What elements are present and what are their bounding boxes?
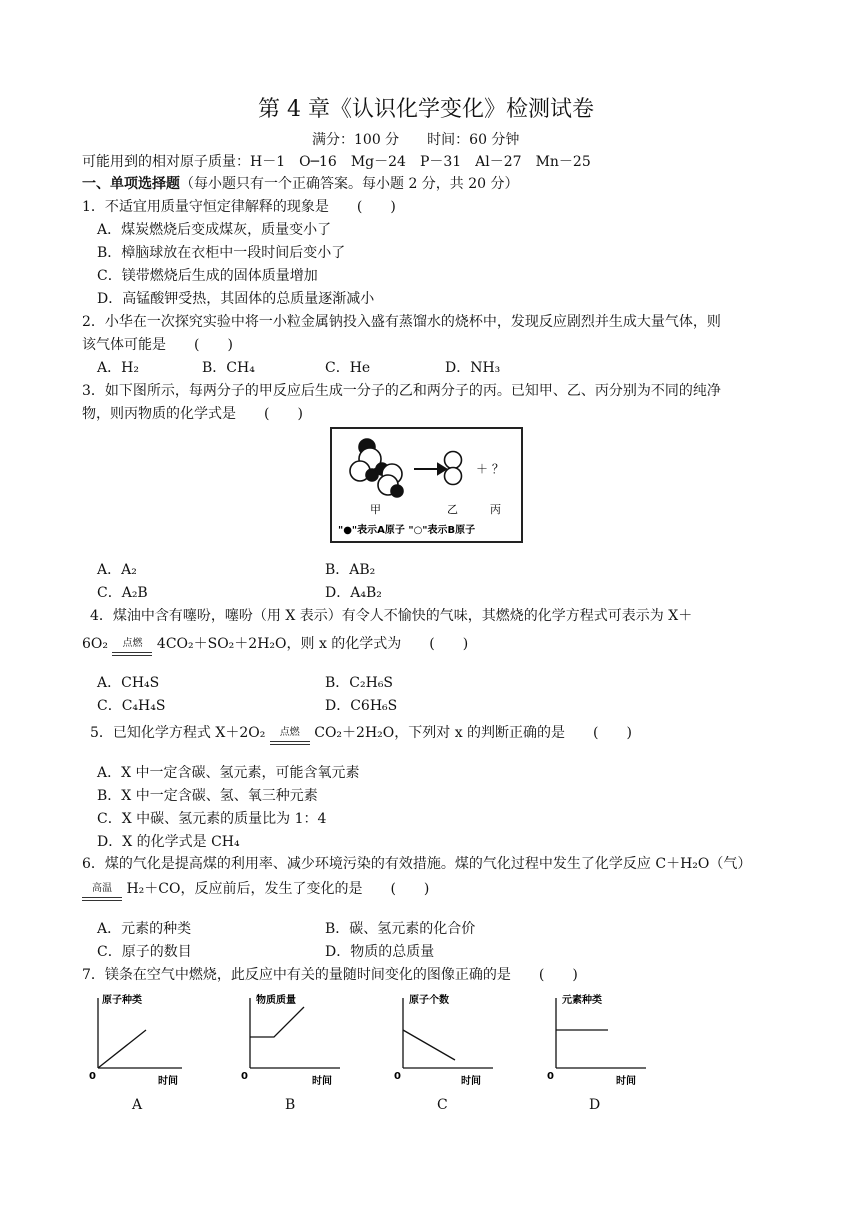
q5-option-b: B．X 中一定含碳、氢、氧三种元素 (97, 788, 318, 804)
exam-meta: 满分：100 分 时间：60 分钟 (312, 132, 520, 148)
jia-molecule-2 (376, 463, 403, 497)
graph-a-letter: A (132, 1097, 143, 1113)
section-heading-note: （每小题只有一个正确答案。每小题 2 分，共 20 分） (180, 176, 519, 192)
q4-option-a: A．CH₄S (97, 675, 160, 691)
graph-d-letter: D (589, 1097, 601, 1113)
q6-option-d: D．物质的总质量 (325, 944, 435, 960)
q4-line1: 4．煤油中含有噻吩，噻吩（用 X 表示）有令人不愉快的气味，其燃烧的化学方程式可表示为 X＋ (90, 608, 693, 624)
q4-eq-right: 4CO₂＋SO₂＋2H₂O，则 x 的化学式为 ( ) (156, 636, 469, 652)
q5-eq-left: 5．已知化学方程式 X＋2O₂ (90, 725, 266, 741)
graph-d-xlabel: 时间 (616, 1076, 636, 1087)
q3-option-d: D．A₄B₂ (325, 585, 382, 601)
graph-a-origin: 0 (89, 1071, 96, 1082)
q4-eq-left: 6O₂ (82, 636, 108, 652)
q3-option-c: C．A₂B (97, 585, 148, 601)
label-jia: 甲 (370, 503, 381, 516)
q2-option-d: D．NH₃ (445, 360, 501, 376)
q6-option-c: C．原子的数目 (97, 944, 192, 960)
q5-eq-right: CO₂＋2H₂O，下列对 x 的判断正确的是 ( ) (314, 725, 632, 741)
q6-line1: 6．煤的气化是提高煤的利用率、减少环境污染的有效措施。煤的气化过程中发生了化学反应 C＋H₂O（气） (82, 856, 752, 872)
q4-equation (82, 633, 468, 656)
q4-option-d: D．C6H₆S (325, 698, 398, 714)
q2-option-a: A．H₂ (97, 360, 139, 376)
graph-a-xlabel: 时间 (158, 1076, 178, 1087)
jia-molecule-1 (350, 439, 381, 481)
q3-line2: 物，则丙物质的化学式是 ( ) (82, 406, 303, 422)
q2-line1: 2．小华在一次探究实验中将一小粒金属钠投入盛有蒸馏水的烧杯中，发现反应剧烈并生成大量气体，则 (82, 314, 721, 330)
legend-text: "●"表示A原子 "○"表示B原子 (338, 525, 476, 536)
q5-condition-text: 点燃 (279, 727, 300, 738)
q6-option-a: A．元素的种类 (97, 921, 192, 937)
q6-option-b: B．碳、氢元素的化合价 (325, 921, 476, 937)
q5-option-d: D．X 的化学式是 CH₄ (97, 834, 240, 850)
graph-d-svg (546, 990, 656, 1090)
label-yi: 乙 (447, 503, 458, 516)
q2-option-b: B．CH₄ (202, 360, 255, 376)
graph-b-xlabel: 时间 (312, 1076, 332, 1087)
yi-molecule (445, 452, 462, 485)
graph-b (240, 990, 350, 1090)
graph-b-line (250, 1007, 304, 1037)
page-title: 第 4 章《认识化学变化》检测试卷 (258, 97, 594, 122)
q5-equals-sign (270, 741, 310, 745)
section-heading (82, 173, 519, 195)
q3-option-a: A．A₂ (97, 562, 137, 578)
graph-a-svg (88, 990, 188, 1090)
q1-option-b: B．樟脑球放在衣柜中一段时间后变小了 (97, 245, 346, 261)
q4-condition-text: 点燃 (122, 638, 143, 649)
molecule-figure (332, 429, 521, 541)
q4-condition (112, 633, 152, 656)
q5-equation (90, 722, 632, 745)
q1-option-c: C．镁带燃烧后生成的固体质量增加 (97, 268, 318, 284)
graph-c-ylabel: 原子个数 (409, 995, 449, 1006)
graph-a (88, 990, 188, 1090)
graph-c-letter: C (437, 1097, 448, 1113)
graph-c-svg (393, 990, 503, 1090)
q4-option-b: B．C₂H₆S (325, 675, 394, 691)
q6-equals-sign (82, 897, 122, 901)
q5-condition (270, 722, 310, 745)
graph-d (546, 990, 656, 1090)
q6-condition-text: 高温 (92, 883, 112, 894)
reaction-arrow (414, 464, 446, 474)
graph-c (393, 990, 503, 1090)
q5-option-a: A．X 中一定含碳、氢元素，可能含氧元素 (97, 765, 360, 781)
q1-option-a: A．煤炭燃烧后变成煤灰，质量变小了 (97, 222, 332, 238)
label-bing: 丙 (490, 503, 501, 516)
q2-line2: 该气体可能是 ( ) (82, 337, 233, 353)
q6-eq-right: H₂＋CO，反应前后，发生了变化的是 ( ) (126, 881, 430, 897)
q4-equals-sign (112, 652, 152, 656)
graph-b-svg (240, 990, 350, 1090)
q4-option-c: C．C₄H₄S (97, 698, 166, 714)
graph-a-ylabel: 原子种类 (102, 995, 142, 1006)
q6-condition (82, 878, 122, 901)
q5-option-c: C．X 中碳、氢元素的质量比为 1：4 (97, 811, 327, 827)
q2-option-c: C．He (325, 360, 371, 376)
graph-b-ylabel: 物质质量 (256, 995, 296, 1006)
graph-b-letter: B (285, 1097, 296, 1113)
q1-option-d: D．高锰酸钾受热，其固体的总质量逐渐减小 (97, 291, 375, 307)
graph-a-line (98, 1030, 146, 1068)
graph-b-origin: 0 (241, 1071, 248, 1082)
q6-equation (82, 878, 429, 901)
q7-stem: 7．镁条在空气中燃烧，此反应中有关的量随时间变化的图像正确的是 ( ) (82, 967, 578, 983)
section-heading-title: 一、单项选择题 (82, 176, 180, 192)
molecule-diagram (330, 427, 523, 543)
q1-stem: 1．不适宜用质量守恒定律解释的现象是 ( ) (82, 199, 396, 215)
graph-d-origin: 0 (547, 1071, 554, 1082)
graph-d-ylabel: 元素种类 (562, 995, 602, 1006)
q3-line1: 3．如下图所示，每两分子的甲反应后生成一分子的乙和两分子的丙。已知甲、乙、丙分别为不同的纯净 (82, 383, 721, 399)
graph-c-xlabel: 时间 (461, 1076, 481, 1087)
graph-c-line (403, 1030, 455, 1060)
q3-option-b: B．AB₂ (325, 562, 376, 578)
atomic-masses: 可能用到的相对原子质量：H－1 O─16 Mg－24 P－31 Al－27 Mn－25 (82, 154, 591, 170)
plus-question: ＋ ？ (476, 462, 504, 476)
graph-c-origin: 0 (394, 1071, 401, 1082)
